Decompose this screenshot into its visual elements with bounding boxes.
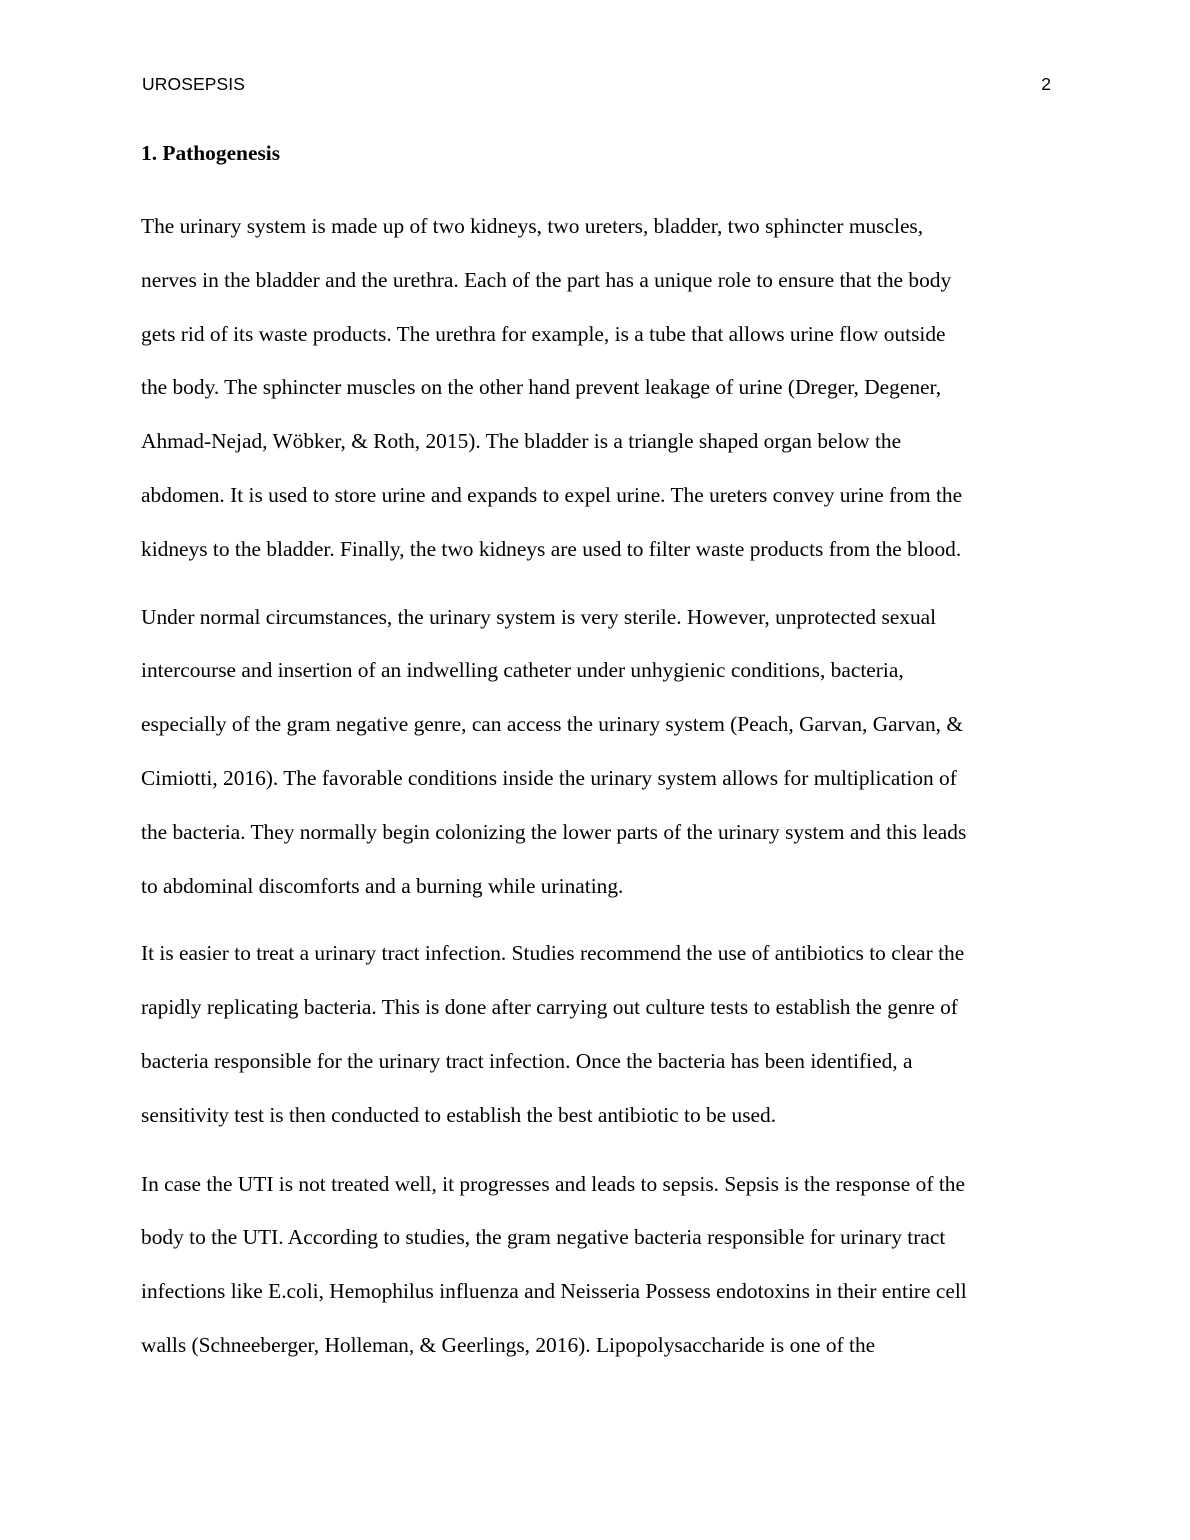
text-line: Under normal circumstances, the urinary system is very sterile. However, unprotected sexual [141, 604, 937, 629]
text-line: to abdominal discomforts and a burning while urinating. [141, 873, 624, 898]
section-heading: 1. Pathogenesis [141, 141, 281, 165]
text-line: Ahmad-Nejad, Wöbker, & Roth, 2015). The bladder is a triangle shaped organ below the [141, 429, 902, 454]
text-line: body to the UTI. According to studies, the gram negative bacteria responsible for urinary tract [141, 1225, 946, 1250]
text-line: kidneys to the bladder. Finally, the two kidneys are used to filter waste products from the blood. [141, 536, 962, 561]
text-line: abdomen. It is used to store urine and expands to expel urine. The ureters convey urine from the [141, 482, 963, 507]
text-line: infections like E.coli, Hemophilus influenza and Neisseria Possess endotoxins in their entire cell [141, 1279, 967, 1304]
text-line: rapidly replicating bacteria. This is done after carrying out culture tests to establish the genre of [141, 995, 958, 1020]
paragraph [141, 927, 1053, 1142]
text-line: It is easier to treat a urinary tract infection. Studies recommend the use of antibiotics to clear the [141, 941, 965, 966]
paragraph [141, 200, 1053, 577]
paragraph [141, 591, 1053, 914]
text-line: especially of the gram negative genre, can access the urinary system (Peach, Garvan, Garvan, & [141, 712, 964, 737]
text-line: In case the UTI is not treated well, it progresses and leads to sepsis. Sepsis is the response of the [141, 1171, 965, 1196]
page-number: 2 [1041, 74, 1051, 94]
text-line: walls (Schneeberger, Holleman, & Geerlings, 2016). Lipopolysaccharide is one of the [141, 1332, 876, 1357]
document-body [141, 138, 1053, 1373]
text-line: bacteria responsible for the urinary tract infection. Once the bacteria has been identified, a [141, 1048, 913, 1073]
text-line: Cimiotti, 2016). The favorable conditions inside the urinary system allows for multiplication of [141, 765, 957, 790]
text-line: sensitivity test is then conducted to establish the best antibiotic to be used. [141, 1102, 777, 1127]
paragraph [141, 1158, 1053, 1373]
text-line: intercourse and insertion of an indwelling catheter under unhygienic conditions, bacteria, [141, 658, 904, 683]
text-line: the body. The sphincter muscles on the other hand prevent leakage of urine (Dreger, Degener, [141, 375, 942, 400]
running-head: UROSEPSIS [142, 74, 246, 94]
text-line: The urinary system is made up of two kidneys, two ureters, bladder, two sphincter muscles, [141, 214, 924, 238]
text-line: the bacteria. They normally begin colonizing the lower parts of the urinary system and this leads [141, 819, 967, 844]
text-line: nerves in the bladder and the urethra. Each of the part has a unique role to ensure that the body [141, 267, 952, 292]
text-line: gets rid of its waste products. The urethra for example, is a tube that allows urine flow outside [141, 321, 946, 346]
